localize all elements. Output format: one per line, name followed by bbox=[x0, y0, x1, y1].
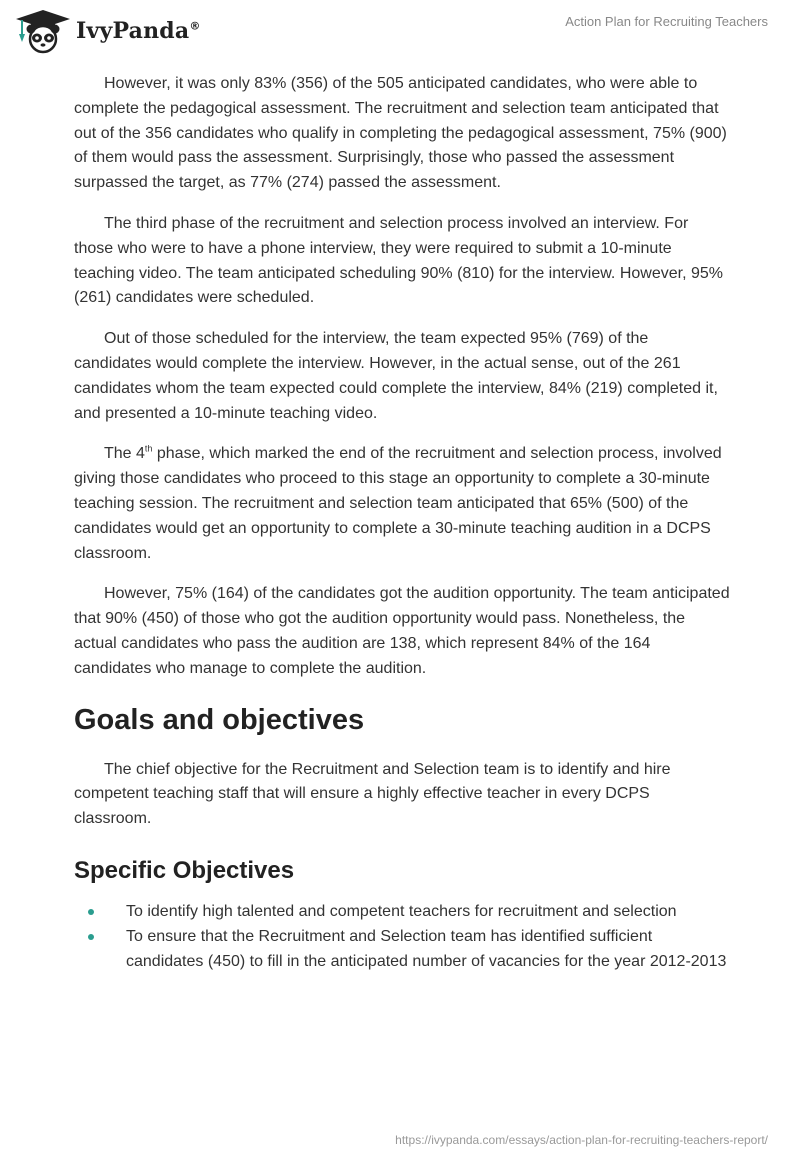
bullet-icon bbox=[88, 934, 94, 940]
page-header bbox=[0, 0, 800, 60]
objectives-list bbox=[74, 900, 730, 974]
list-item: To identify high talented and competent teachers for recruitment and selection bbox=[74, 900, 730, 925]
paragraph-interview-completion: Out of those scheduled for the interview, the team expected 95% (769) of the candidates would complete the interview. However, in the actual sense, out of the 261 candidates whom the team expected could complete the interview, 84% (219) completed it, and presented a 10-minute teaching video. bbox=[74, 330, 718, 422]
essay-content bbox=[74, 72, 730, 974]
source-url[interactable]: https://ivypanda.com/essays/action-plan-for-recruiting-teachers-report/ bbox=[395, 1133, 768, 1147]
paragraph-chief-objective: The chief objective for the Recruitment and Selection team is to identify and hire competent teaching staff that will ensure a highly effective teacher in every DCPS classroom. bbox=[74, 760, 671, 828]
panda-logo-icon bbox=[14, 8, 72, 54]
paragraph-audition-results: However, 75% (164) of the candidates got the audition opportunity. The team anticipated that 90% (450) of those who got the audition opportunity would pass. Nonetheless, the actual candidates who pass the audition are 138, which represent 84% of the 164 candidates who manage to complete the audition. bbox=[74, 585, 730, 677]
paragraph-interview-phase: The third phase of the recruitment and selection process involved an interview. For those who were to have a phone interview, they were required to submit a 10-minute teaching video. The team anticipated scheduling 90% (810) for the interview. However, 95% (261) candidates were scheduled. bbox=[74, 214, 723, 307]
paragraph-fourth-phase: The 4th phase, which marked the end of the recruitment and selection process, involved giving those candidates who proceed to this stage an opportunity to complete a 30-minute teaching session. The recruitment and selection team anticipated that 65% (500) of the candidates would get an opportunity to complete a 30-minute teaching audition in a DCPS classroom. bbox=[74, 444, 722, 562]
brand-name: IvyPanda® bbox=[76, 18, 201, 44]
list-item: To ensure that the Recruitment and Selection team has identified sufficient candidates (450) to fill in the anticipated number of vacancies for the year 2012-2013 bbox=[74, 925, 730, 975]
ivypanda-logo[interactable] bbox=[14, 8, 201, 54]
goals-heading: Goals and objectives bbox=[74, 703, 365, 736]
paragraph-pedagogical-assessment: However, it was only 83% (356) of the 505 anticipated candidates, who were able to complete the pedagogical assessment. The recruitment and selection team anticipated that out of the 356 candidates who qualify in completing the pedagogical assessment, 75% (900) of them would pass the assessment. Surprisingly, those who passed the assessment surpassed the target, as 77% (274) passed the assessment. bbox=[74, 75, 727, 192]
bullet-icon bbox=[88, 909, 94, 915]
document-title: Action Plan for Recruiting Teachers bbox=[565, 14, 768, 29]
specific-objectives-heading: Specific Objectives bbox=[74, 856, 295, 884]
